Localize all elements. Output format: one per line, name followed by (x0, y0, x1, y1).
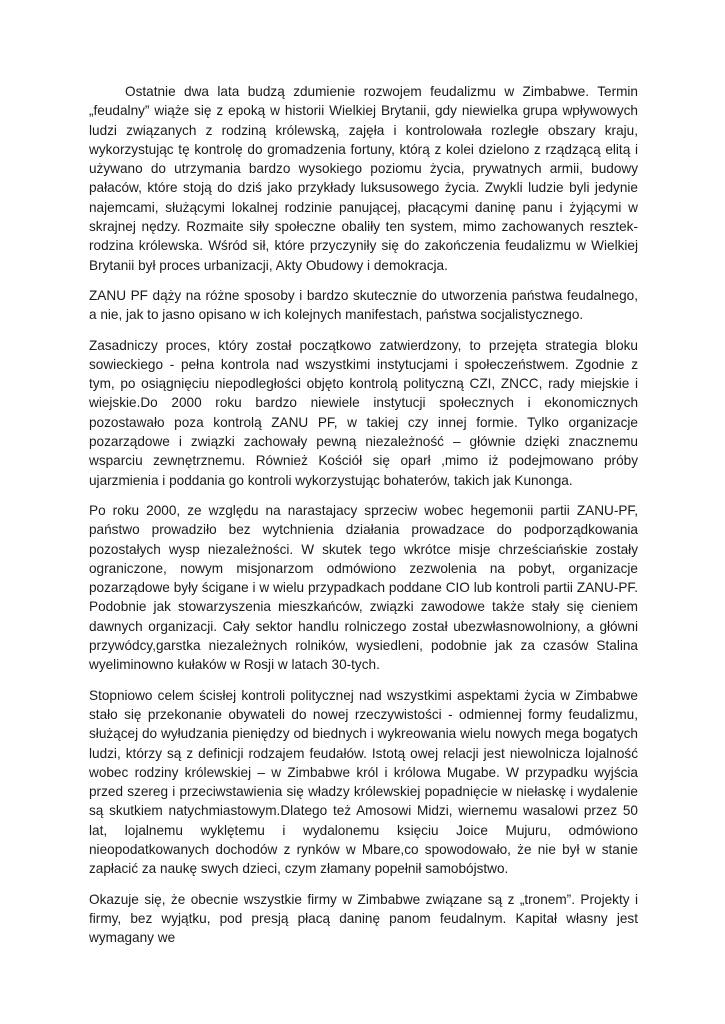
paragraph-3: Zasadniczy proces, który został początkowo zatwierdzony, to przejęta strategia bloku sowieckiego - pełna kontrola nad wszystkimi instytucjami i społeczeństwem. Zgodnie z tym, po osiągnięciu niepodległości objęto kontrolą polityczną CZI, ZNCC, rady miejskie i wiejskie.Do 2000 roku bardzo niewiele instytucji społecznych i ekonomicznych pozostawało poza kontrolą ZANU PF, w takiej czy innej formie. Tylko organizacje pozarządowe i związki zachowały pewną niezależność – głównie dzięki znacznemu wsparciu zewnętrznemu. Również Kościół się oparł ,mimo iż podejmowano próby ujarzmienia i poddania go kontroli wykorzystując bohaterów, takich jak Kunonga. (89, 337, 638, 488)
paragraph-1: Ostatnie dwa lata budzą zdumienie rozwojem feudalizmu w Zimbabwe. Termin „feudalny” wiąże się z epoką w historii Wielkiej Brytanii, gdy niewielka grupa wpływowych ludzi związanych z rodziną królewską, zajęła i kontrolowała rozległe obszary kraju, wykorzystując tę kontrolę do gromadzenia fortuny, którą z kolei dzielono z rządzącą elitą i używano do utrzymania bardzo wysokiego poziomu życia, prywatnych armii, budowy pałaców, które stoją do dziś jako przykłady luksusowego życia. Zwykli ludzie byli jedynie najemcami, służącymi lokalnej rodzinie panującej, płacącymi daninę panu i żyjącymi w skrajnej nędzy. Rozmaite siły społeczne obaliły ten system, mimo zachowanych resztek- rodzina królewska. Wśród sił, które przyczyniły się do zakończenia feudalizmu w Wielkiej Brytanii był proces urbanizacji, Akty Obudowy i demokracja. (89, 84, 638, 273)
paragraph-4: Po roku 2000, ze względu na narastajacy sprzeciw wobec hegemonii partii ZANU-PF, państwo prowadziło bez wytchnienia działania prowadzace do podporządkowania pozostałych wysp niezależności. W skutek tego wkrótce misje chrześciańskie zostały ograniczone, nowym misjonarzom odmówiono zezwolenia na pobyt, organizacje pozarządowe były ścigane i w wielu przypadkach poddane CIO lub kontroli partii ZANU-PF. Podobnie jak stowarzyszenia mieszkańców, związki zawodowe także stały się cieniem dawnych organizacji. Cały sektor handlu rolniczego został ubezwłasnowolniony, a główni przywódcy,garstka niezależnych rolników, wysiedleni, podobnie jak za czasów Stalina wyeliminowno kułaków w Rosji w latach 30-tych. (89, 502, 638, 673)
paragraph-6: Okazuje się, że obecnie wszystkie firmy w Zimbabwe związane są z „tronem”. Projekty i firmy, bez wyjątku, pod presją płacą daninę panom feudalnym. Kapitał własny jest wymagany we (89, 891, 638, 946)
paragraph-2: ZANU PF dąży na różne sposoby i bardzo skutecznie do utworzenia państwa feudalnego, a nie, jak to jasno opisano w ich kolejnych manifestach, państwa socjalistycznego. (89, 287, 638, 323)
paragraph-5: Stopniowo celem ścisłej kontroli politycznej nad wszystkimi aspektami życia w Zimbabwe stało się przekonanie obywateli do nowej rzeczywistości - odmiennej formy feudalizmu, służącej do wyłudzania pieniędzy od biednych i wykreowania wielu nowych mega bogatych ludzi, którzy są z definicji rodzajem feudałów. Istotą owej relacji jest niewolnicza lojalność wobec rodziny królewskiej – w Zimbabwe król i królowa Mugabe. W przypadku wyjścia przed szereg i przeciwstawienia się władzy królewskiej popadnięcie w niełaskę i wydalenie są skutkiem natychmiastowym.Dlatego też Amosowi Midzi, wiernemu wasalowi przez 50 lat, lojalnemu wyklętemu i wydalonemu księciu Joice Mujuru, odmówiono nieopodatkowanych dochodów z rynków w Mbare,co spowodowało, że nie był w stanie zapłacić za naukę swych dzieci, czym złamany popełnił samobójstwo. (89, 687, 638, 877)
document-body (89, 82, 638, 958)
